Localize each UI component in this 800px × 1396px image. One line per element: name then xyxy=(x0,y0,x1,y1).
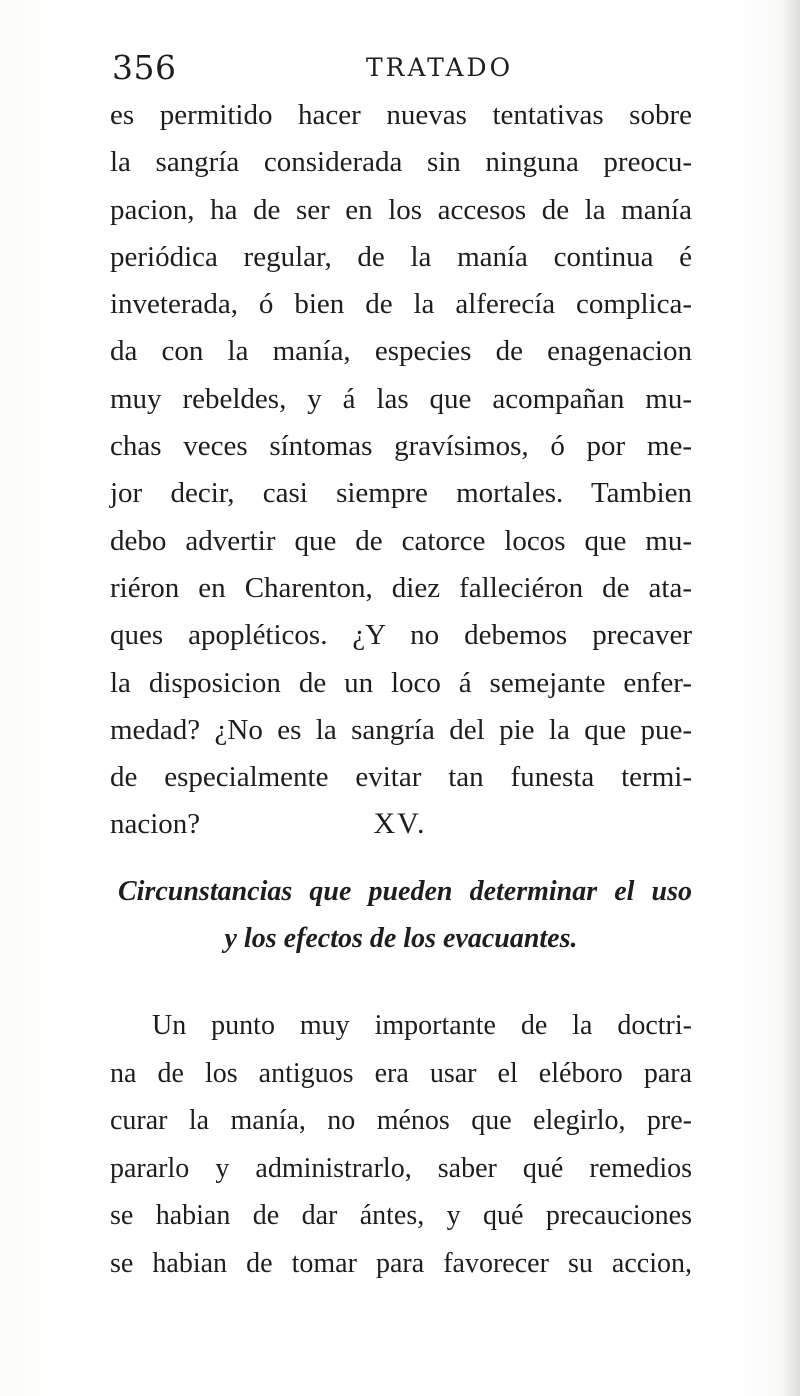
paragraph-2 xyxy=(110,1002,692,1287)
text-line: na de los antiguos era usar el eléboro para xyxy=(110,1057,692,1089)
text-line: debo advertir que de catorce locos que mu- xyxy=(110,524,692,557)
text-line: nacion? xyxy=(110,808,201,841)
running-title: TRATADO xyxy=(366,53,514,82)
text-line: es permitido hacer nuevas tentativas sobre xyxy=(110,99,692,131)
page-header xyxy=(112,44,692,90)
text-line: la disposicion de un loco á semejante enfer- xyxy=(110,666,692,699)
text-line: muy rebeldes, y á las que acompañan mu- xyxy=(110,382,692,415)
page-number: 356 xyxy=(112,48,177,87)
text-line: se habian de tomar para favorecer su accion, xyxy=(110,1247,692,1279)
section-heading-line: Circunstancias que pueden determinar el uso xyxy=(118,876,692,907)
text-line: riéron en Charenton, diez falleciéron de ata- xyxy=(110,571,692,604)
text-line: medad? ¿No es la sangría del pie la que pue- xyxy=(110,713,692,746)
text-line: inveterada, ó bien de la alferecía complica- xyxy=(110,288,692,321)
section-heading xyxy=(110,868,692,962)
page-edge-shadow xyxy=(782,0,800,1396)
text-line: ques apopléticos. ¿Y no debemos precaver xyxy=(110,619,692,652)
text-line: la sangría considerada sin ninguna preocu- xyxy=(110,146,692,179)
text-line: de especialmente evitar tan funesta termi- xyxy=(110,761,692,794)
text-line: pacion, ha de ser en los accesos de la manía xyxy=(110,193,692,226)
text-line: se habian de dar ántes, y qué precauciones xyxy=(110,1200,692,1231)
text-line: curar la manía, no ménos que elegirlo, pre- xyxy=(110,1105,692,1136)
section-heading-line: y los efectos de los evacuantes. xyxy=(224,923,578,954)
text-line: pararlo y administrarlo, saber qué remedios xyxy=(110,1152,692,1184)
section-number: XV. xyxy=(373,807,427,840)
text-line: jor decir, casi siempre mortales. Tambien xyxy=(110,477,692,510)
text-line: periódica regular, de la manía continua é xyxy=(110,240,692,273)
text-line: Un punto muy importante de la doctri- xyxy=(152,1010,692,1041)
paragraph-1 xyxy=(110,92,692,849)
text-line: chas veces síntomas gravísimos, ó por me- xyxy=(110,430,692,463)
text-line: da con la manía, especies de enagenacion xyxy=(110,335,692,368)
